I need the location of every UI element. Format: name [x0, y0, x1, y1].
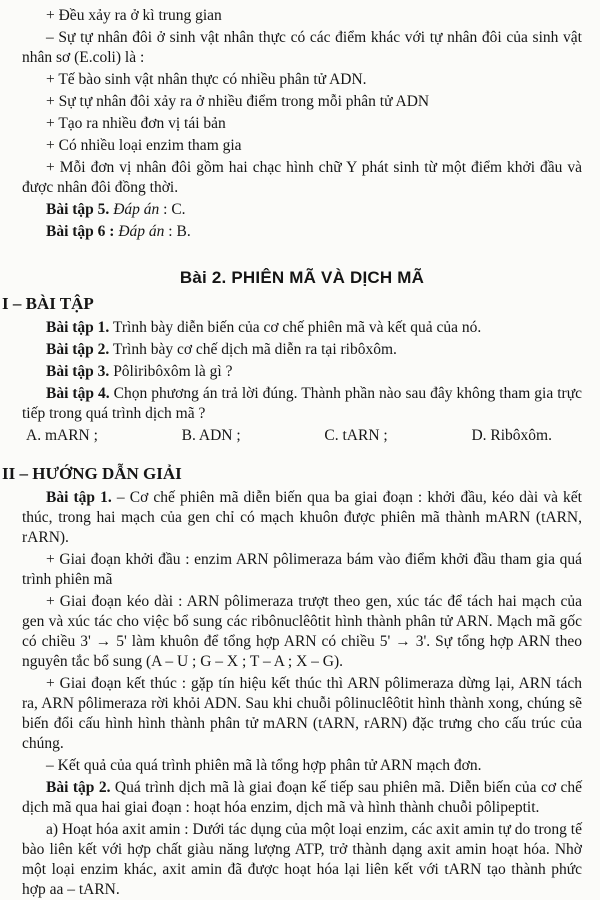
answer-bt6: [22, 222, 582, 242]
diff-item: + Sự tự nhân đôi xảy ra ở nhiều điểm trong mỗi phân tử ADN: [46, 93, 430, 110]
exercise-text: Trình bày diễn biến của cơ chế phiên mã và kết quả của nó.: [112, 319, 482, 336]
answer-options: [22, 426, 582, 446]
diff-intro: – Sự tự nhân đôi ở sinh vật nhân thực có các điểm khác với tự nhân đôi của sinh vật nhân sơ (E.coli) là :: [22, 29, 582, 66]
bt5-answer: : C.: [163, 201, 186, 218]
bt5-label: Bài tập 5.: [46, 201, 110, 218]
solution1-label: Bài tập 1.: [46, 489, 112, 506]
solution1-result: – Kết quả của quá trình phiên mã là tổng hợp phân tử ARN mạch đơn.: [46, 757, 482, 774]
exercise-label: Bài tập 3.: [46, 363, 110, 380]
diff-item: + Tạo ra nhiều đơn vị tái bản: [46, 115, 226, 132]
option-b: B. ADN ;: [181, 427, 241, 444]
answer-bt5: [22, 200, 582, 220]
option-a: A. mARN ;: [26, 427, 98, 444]
section-heading-solutions: II – HƯỚNG DẪN GIẢI: [2, 464, 182, 483]
diff-item: + Mỗi đơn vị nhân đôi gồm hai chạc hình chữ Y phát sinh từ một điểm khởi đầu và được nhân đôi đồng thời.: [22, 159, 582, 196]
exercise-label: Bài tập 4.: [46, 385, 110, 402]
solution2-part-a: a) Hoạt hóa axit amin : Dưới tác dụng của một loại enzim, các axit amin tự do trong tế bào liên kết với hợp chất giàu năng lượng ATP, trở thành dạng axit amin hoạt hóa. Nhờ một loại enzim khác, axit amin đã được hoạt hóa lại liên kết với tARN tạo thành phức hợp aa – tARN.: [22, 821, 582, 898]
solution1-stage3: + Giai đoạn kết thúc : gặp tín hiệu kết thúc thì ARN pôlimeraza dừng lại, ARN tách ra, ARN pôlimeraza rời khỏi ADN. Sau khi chuỗi pôlinuclêôtit hình thành xong, chúng sẽ biến đổi cấu hình hình thành phân tử mARN (tARN, rARN) đặc trưng cho cấu trúc của chúng.: [22, 675, 582, 752]
section-heading-exercises: I – BÀI TẬP: [2, 294, 94, 313]
diff-item: + Tế bào sinh vật nhân thực có nhiều phân tử ADN.: [46, 71, 367, 88]
solution1-intro-text: – Cơ chế phiên mã diễn biến qua ba giai đoạn : khởi đầu, kéo dài và kết thúc, trong hai mạch của gen chỉ có mạch khuôn được phiên mã thành mARN (tARN, rARN).: [22, 489, 582, 546]
exercise-item: [22, 384, 582, 424]
solution2-intro: [22, 778, 582, 818]
diff-item: + Có nhiều loại enzim tham gia: [46, 137, 242, 154]
exercise-label: Bài tập 2.: [46, 341, 110, 358]
exercise-label: Bài tập 1.: [46, 319, 110, 336]
bt6-label: Bài tập 6 :: [46, 223, 115, 240]
exercise-item: [22, 362, 582, 382]
option-c: C. tARN ;: [324, 427, 388, 444]
solution1-stage1: + Giai đoạn khởi đầu : enzim ARN pôlimeraza bám vào điểm khởi đầu tham gia quá trình phiên mã: [22, 551, 582, 588]
bt5-answer-label: Đáp án: [113, 201, 160, 218]
bt6-answer-label: Đáp án: [118, 223, 165, 240]
solution2-label: Bài tập 2.: [46, 779, 111, 796]
document-page: [2, 0, 582, 900]
solution1-intro: [22, 488, 582, 548]
exercise-text: Trình bày cơ chế dịch mã diễn ra tại ribôxôm.: [112, 341, 397, 358]
option-d: D. Ribôxôm.: [471, 427, 552, 444]
bullet-mid: + Đều xảy ra ở kì trung gian: [46, 7, 222, 24]
exercise-item: [22, 318, 582, 338]
bt6-answer: : B.: [168, 223, 191, 240]
exercise-item: [22, 340, 582, 360]
solution1-stage2: + Giai đoạn kéo dài : ARN pôlimeraza trượt theo gen, xúc tác để tách hai mạch của gen và xúc tác cho việc bổ sung các ribônuclêôtit hình thành phân tử ARN. Mạch mã gốc có chiều 3' → 5' làm khuôn để tổng hợp ARN có chiều 5' → 3'. Sự tổng hợp ARN theo nguyên tắc bổ sung (A – U ; G – X ; T – A ; X – G).: [22, 593, 582, 670]
solution2-intro-text: Quá trình dịch mã là giai đoạn kế tiếp sau phiên mã. Diễn biến của cơ chế dịch mã qua hai giai đoạn : hoạt hóa enzim, dịch mã và hình thành chuỗi pôlipeptit.: [22, 779, 582, 816]
lesson-title: Bài 2. PHIÊN MÃ VÀ DỊCH MÃ: [179, 268, 425, 287]
exercise-text: Chọn phương án trả lời đúng. Thành phần nào sau đây không tham gia trực tiếp trong quá trình dịch mã ?: [22, 385, 582, 422]
exercise-text: Pôliribôxôm là gì ?: [113, 363, 233, 380]
